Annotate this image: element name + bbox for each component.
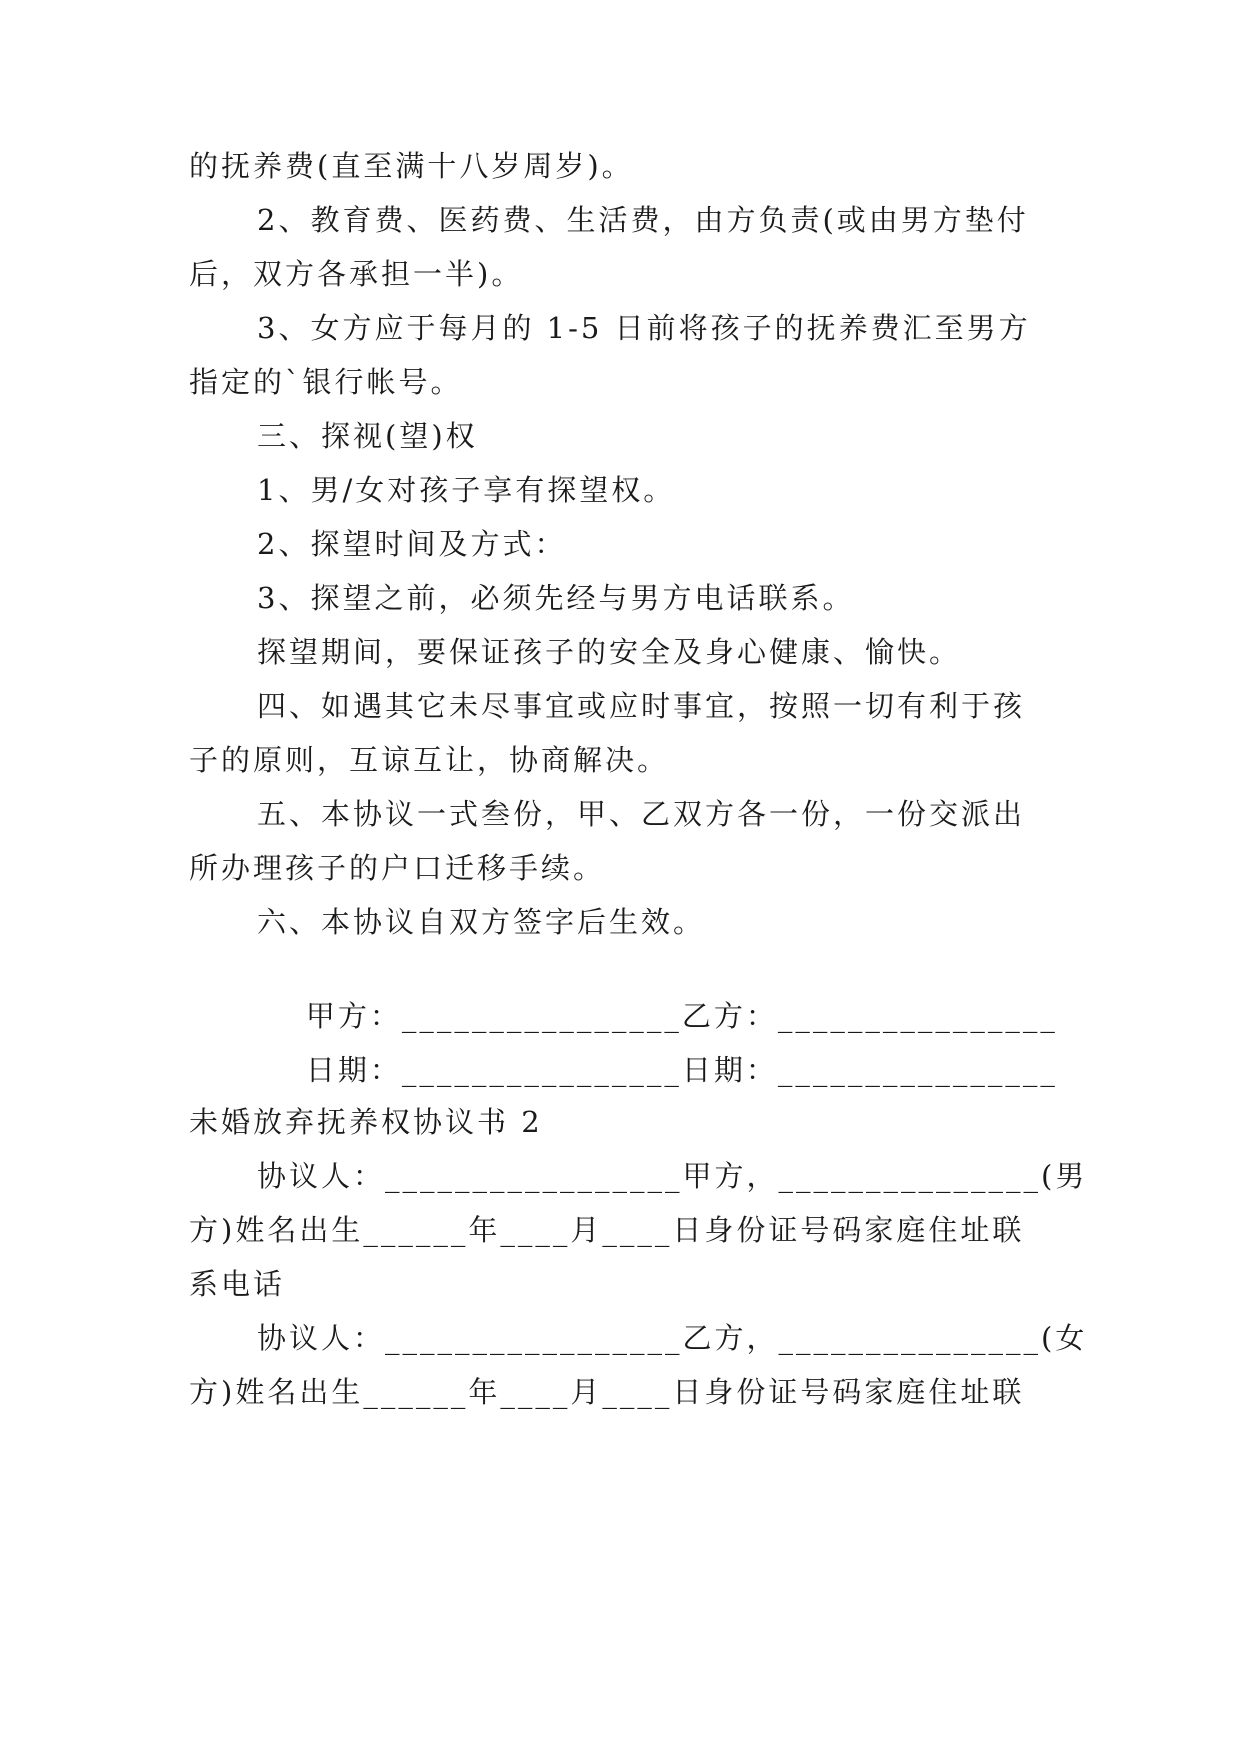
- text-line: 方)姓名出生______年____月____日身份证号码家庭住址联: [189, 1375, 1025, 1409]
- text-line: 的抚养费(直至满十八岁周岁)。: [189, 149, 634, 183]
- text-line: 六、本协议自双方签字后生效。: [257, 905, 706, 939]
- text-line: 后，双方各承担一半)。: [189, 257, 524, 291]
- text-line: 子的原则，互谅互让，协商解决。: [189, 743, 670, 777]
- party-a-date: 日期：________________: [305, 1053, 682, 1087]
- text-line: 所办理孩子的户口迁移手续。: [189, 851, 606, 885]
- party-b-signature: 乙方：________________: [681, 999, 1058, 1033]
- text-line: 3、探望之前，必须先经与男方电话联系。: [257, 581, 855, 615]
- text-line: 协议人：_________________乙方，_______________(女: [257, 1321, 1088, 1355]
- text-line: 方)姓名出生______年____月____日身份证号码家庭住址联: [189, 1213, 1025, 1247]
- text-line: 2、探望时间及方式：: [257, 527, 567, 561]
- text-line: 协议人：_________________甲方，_______________(男: [257, 1159, 1088, 1193]
- text-line: 系电话: [189, 1267, 286, 1301]
- text-line: 指定的`银行帐号。: [189, 365, 463, 399]
- section-heading: 三、探视(望)权: [257, 419, 478, 453]
- text-line: 探望期间，要保证孩子的安全及身心健康、愉快。: [257, 635, 962, 669]
- text-line: 1、男/女对孩子享有探望权。: [257, 473, 676, 507]
- party-b-date: 日期：________________: [681, 1053, 1058, 1087]
- text-line: 四、如遇其它未尽事宜或应时事宜，按照一切有利于孩: [257, 689, 1026, 723]
- text-line: 2、教育费、医药费、生活费，由方负责(或由男方垫付: [257, 203, 1029, 237]
- party-a-signature: 甲方：________________: [305, 999, 682, 1033]
- text-line: 3、女方应于每月的 1-5 日前将孩子的抚养费汇至男方: [257, 311, 1031, 345]
- text-line: 五、本协议一式叁份，甲、乙双方各一份，一份交派出: [257, 797, 1026, 831]
- section-title: 未婚放弃抚养权协议书 2: [189, 1105, 543, 1139]
